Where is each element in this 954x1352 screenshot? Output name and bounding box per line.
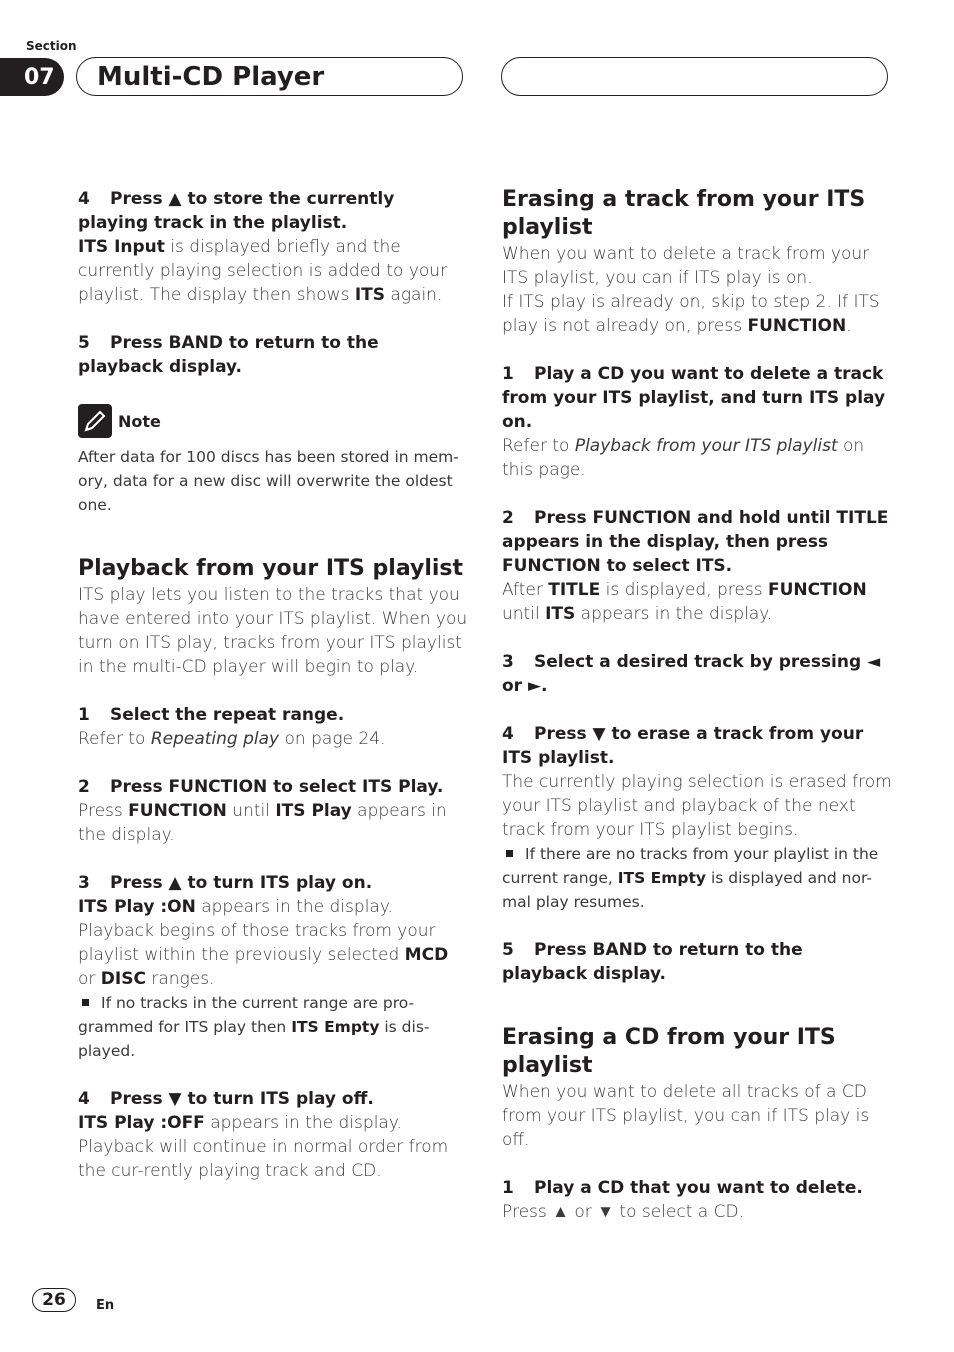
- erase-step-4: 4 Press ▼ to erase a track from your ITS playlist.: [502, 724, 864, 768]
- erase-cd-step-1: 1 Play a CD that you want to delete.: [502, 1178, 863, 1198]
- playback-step-1: 1 Select the repeat range.: [78, 705, 345, 725]
- right-column: [502, 186, 892, 1224]
- language-label: En: [96, 1298, 115, 1313]
- playback-step-4: 4 Press ▼ to turn ITS play off.: [78, 1089, 374, 1109]
- erase-track-heading: Erasing a track from your ITS playlist: [502, 187, 866, 240]
- header-right-box: [501, 57, 888, 96]
- page-number: 26: [32, 1288, 76, 1312]
- playback-step-3: 3 Press ▲ to turn ITS play on.: [78, 873, 373, 893]
- erase-cd-intro: When you want to delete all tracks of a CD from your ITS playlist, you can if ITS play is off.: [502, 1082, 870, 1150]
- note-label: Note: [118, 411, 161, 431]
- erase-step-3: 3 Select a desired track by pressing ◄ or ►.: [502, 652, 881, 696]
- playback-step-2-body: Press FUNCTION until ITS Play appears in the display.: [78, 801, 447, 845]
- erase-cd-heading: Erasing a CD from your ITS playlist: [502, 1025, 836, 1078]
- erase-step-2-body: After TITLE is displayed, press FUNCTION until ITS appears in the display.: [502, 580, 867, 624]
- note-header: [78, 403, 468, 439]
- section-label: Section: [26, 39, 77, 53]
- playback-step-4-body: ITS Play :OFF appears in the display. Playback will continue in normal order from the cur-rently playing track and CD.: [78, 1113, 449, 1181]
- note-pencil-icon: [78, 404, 112, 438]
- left-column: [78, 187, 468, 1183]
- page-title: Multi-CD Player: [76, 57, 463, 96]
- erase-step-4-bullet: If there are no tracks from your playlist in the current range, ITS Empty is displayed and nor-mal play resumes.: [502, 845, 879, 911]
- bullet-square-icon: [82, 999, 89, 1006]
- playback-intro: ITS play lets you listen to the tracks that you have entered into your ITS playlist. When you turn on ITS play, tracks from your ITS playlist in the multi-CD player will begin to play.: [78, 585, 468, 677]
- erase-track-intro-1: When you want to delete a track from your ITS playlist, you can if ITS play is on.: [502, 244, 870, 288]
- erase-step-1-body: Refer to Playback from your ITS playlist on this page.: [502, 436, 865, 480]
- playback-step-3-body: ITS Play :ON appears in the display. Playback begins of those tracks from your playlist within the previously selected MCD or DISC ranges.: [78, 897, 449, 989]
- section-number-tab: 07: [0, 58, 64, 96]
- playback-heading: Playback from your ITS playlist: [78, 556, 464, 581]
- step-5-band: 5 Press BAND to return to the playback display.: [78, 333, 379, 377]
- erase-step-2: 2 Press FUNCTION and hold until TITLE appears in the display, then press FUNCTION to select ITS.: [502, 508, 889, 576]
- erase-step-5: 5 Press BAND to return to the playback display.: [502, 940, 803, 984]
- erase-step-1: 1 Play a CD you want to delete a track from your ITS playlist, and turn ITS play on.: [502, 364, 886, 432]
- step-4-store: 4 Press ▲ to store the currently playing track in the playlist.: [78, 189, 395, 233]
- note-text: After data for 100 discs has been stored in mem-ory, data for a new disc will overwrite the oldest one.: [78, 448, 459, 514]
- playback-step-3-bullet: If no tracks in the current range are pro-grammed for ITS play then ITS Empty is dis-played.: [78, 994, 430, 1060]
- erase-cd-step-1-body: Press ▲ or ▼ to select a CD.: [502, 1202, 744, 1222]
- step-4-body: ITS Input is displayed briefly and the currently playing selection is added to your playlist. The display then shows ITS again.: [78, 237, 448, 305]
- playback-step-1-body: Refer to Repeating play on page 24.: [78, 729, 386, 749]
- playback-step-2: 2 Press FUNCTION to select ITS Play.: [78, 777, 444, 797]
- bullet-square-icon: [506, 850, 513, 857]
- erase-track-intro-2: If ITS play is already on, skip to step 2. If ITS play is not already on, press FUNCTION.: [502, 292, 880, 336]
- erase-step-4-body: The currently playing selection is erased from your ITS playlist and playback of the next track from your ITS playlist begins.: [502, 772, 892, 840]
